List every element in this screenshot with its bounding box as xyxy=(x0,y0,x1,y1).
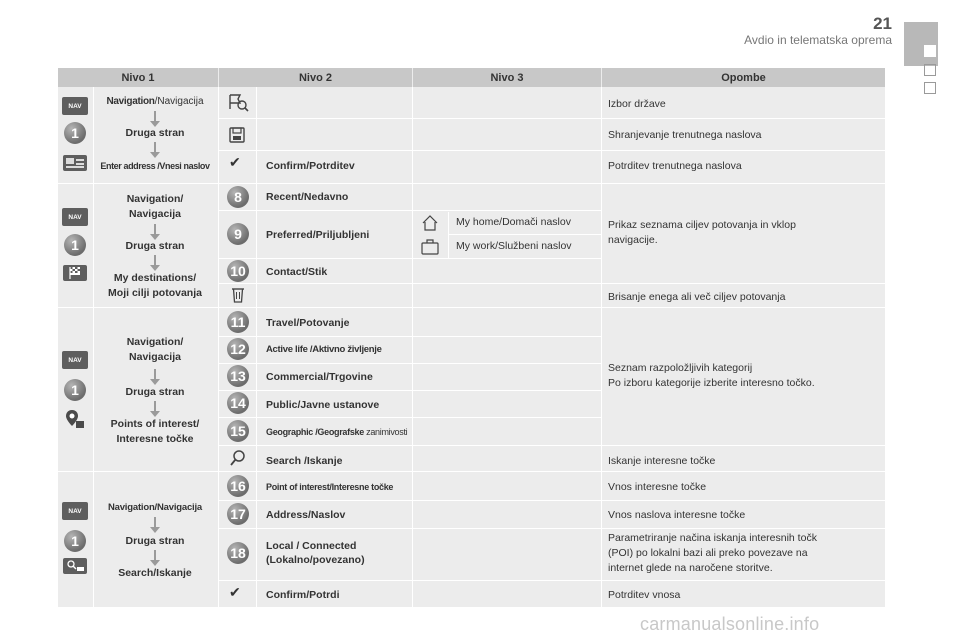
step-number-badge: 9 xyxy=(227,223,249,245)
level1-title: Navigation/ Navigacija xyxy=(126,336,184,363)
level1-title: Navigation/Navigacija xyxy=(107,502,202,513)
check-icon: ✔ xyxy=(229,584,241,600)
note-delete: Brisanje enega ali več ciljev potovanja xyxy=(608,291,786,303)
level1-subtitle: Druga stran xyxy=(125,240,185,252)
level3-work: My work/Službeni naslov xyxy=(456,240,572,252)
level2-search: Search /Iskanje xyxy=(266,455,343,467)
step-number-badge: 13 xyxy=(227,365,249,387)
level1-title: Navigation/Navigacija xyxy=(106,96,204,107)
step-number-badge: 1 xyxy=(64,122,86,144)
step-number-badge: 14 xyxy=(227,392,249,414)
level2-recent: Recent/Nedavno xyxy=(266,191,349,203)
level2-confirm: Confirm/Potrditev xyxy=(266,160,355,172)
header-opombe: Opombe xyxy=(602,68,885,87)
step-number-badge: 1 xyxy=(64,530,86,552)
step-number-badge: 15 xyxy=(227,420,249,442)
step-number-badge: 8 xyxy=(227,186,249,208)
step-number-badge: 10 xyxy=(227,260,249,282)
level2-poi: Point of interest/Interesne točke xyxy=(266,482,394,492)
destinations-flag-icon xyxy=(62,264,88,282)
level1-destination: My destinations/ Moji cilji potovanja xyxy=(108,272,202,299)
step-number-badge: 11 xyxy=(227,311,249,333)
nav-button-icon: NAV xyxy=(62,97,88,115)
flag-search-icon xyxy=(226,92,250,112)
level1-destination: Points of interest/ Interesne točke xyxy=(110,418,200,445)
note-enter-address: Vnos naslova interesne točke xyxy=(608,509,746,521)
page-number: 21 xyxy=(873,14,892,33)
level2-public: Public/Javne ustanove xyxy=(266,399,380,411)
briefcase-icon xyxy=(420,238,440,256)
level2-travel: Travel/Potovanje xyxy=(266,317,350,329)
level1-title: Navigation/ Navigacija xyxy=(126,193,184,220)
level1-subtitle: Druga stran xyxy=(125,535,185,547)
step-number-badge: 16 xyxy=(227,475,249,497)
check-icon: ✔ xyxy=(229,154,241,170)
chapter-marker xyxy=(924,64,936,76)
level1-subtitle: Druga stran xyxy=(125,386,185,398)
header-nivo-2: Nivo 2 xyxy=(219,68,412,87)
level2-commercial: Commercial/Trgovine xyxy=(266,371,373,383)
watermark: carmanualsonline.info xyxy=(640,614,820,634)
save-icon xyxy=(228,126,246,144)
level2-address: Address/Naslov xyxy=(266,509,346,521)
level1-destination: Search/Iskanje xyxy=(118,567,192,579)
level2-preferred: Preferred/Priljubljeni xyxy=(266,229,370,241)
note-confirm-address: Potrditev trenutnega naslova xyxy=(608,160,742,172)
level2-contact: Contact/Stik xyxy=(266,266,328,278)
menu-table xyxy=(58,68,885,607)
page-header: Avdio in telematska oprema xyxy=(744,33,892,47)
nav-button-icon: NAV xyxy=(62,208,88,226)
nav-button-icon: NAV xyxy=(62,351,88,369)
note-save-address: Shranjevanje trenutnega naslova xyxy=(608,129,762,141)
home-icon xyxy=(420,214,440,232)
step-number-badge: 1 xyxy=(64,379,86,401)
search-icon xyxy=(228,448,248,468)
level2-geographic: Geographic /Geografske zanimivosti xyxy=(266,427,408,437)
note-search-poi: Iskanje interesne točke xyxy=(608,455,716,467)
step-number-badge: 1 xyxy=(64,234,86,256)
step-number-badge: 18 xyxy=(227,542,249,564)
level3-home: My home/Domači naslov xyxy=(456,216,571,228)
chapter-tab xyxy=(904,22,938,66)
address-card-icon xyxy=(62,154,88,172)
level2-local-connected: Local / Connected (Lokalno/povezano) xyxy=(266,540,365,567)
nav-button-icon: NAV xyxy=(62,502,88,520)
note-search-mode: Parametriranje načina iskanja interesnih točk (POI) po lokalni bazi ali preko povezave na internet glede na naročene storitve. xyxy=(608,532,817,575)
note-poi-categories: Seznam razpoložljivih kategorij Po izboru kategorije izberite interesno točko. xyxy=(608,362,815,390)
level2-active-life: Active life /Aktivno življenje xyxy=(266,344,382,355)
level2-confirm-entry: Confirm/Potrdi xyxy=(266,589,340,601)
poi-icon xyxy=(64,408,86,430)
step-number-badge: 17 xyxy=(227,503,249,525)
chapter-marker xyxy=(924,82,936,94)
note-enter-poi: Vnos interesne točke xyxy=(608,481,707,493)
note-destinations: Prikaz seznama ciljev potovanja in vklop navigacije. xyxy=(608,219,796,247)
level1-destination: Enter address /Vnesi naslov xyxy=(100,161,210,171)
note-country: Izbor države xyxy=(608,98,666,110)
step-number-badge: 12 xyxy=(227,338,249,360)
trash-icon xyxy=(230,286,246,304)
header-nivo-1: Nivo 1 xyxy=(58,68,218,87)
poi-search-icon xyxy=(62,557,88,575)
header-nivo-3: Nivo 3 xyxy=(413,68,601,87)
level1-subtitle: Druga stran xyxy=(125,127,185,139)
note-confirm-entry: Potrditev vnosa xyxy=(608,589,681,601)
chapter-marker xyxy=(924,45,936,57)
